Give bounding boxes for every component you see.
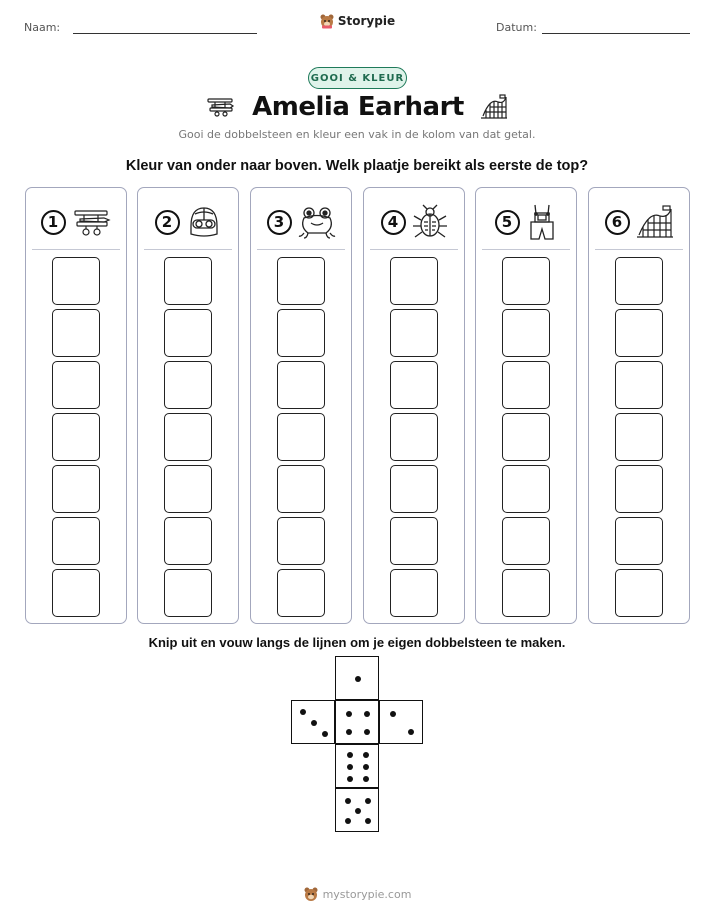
color-box[interactable] <box>277 465 325 513</box>
color-box[interactable] <box>390 413 438 461</box>
color-box[interactable] <box>277 569 325 617</box>
color-box[interactable] <box>277 361 325 409</box>
bear-mascot-icon <box>303 886 319 902</box>
die-pip <box>355 676 361 682</box>
page-title: Amelia Earhart <box>252 92 464 122</box>
roller-coaster-icon <box>480 94 508 120</box>
color-box[interactable] <box>52 257 100 305</box>
instruction-top: Kleur van onder naar boven. Welk plaatje bereikt als eerste de top? <box>125 158 589 174</box>
color-box[interactable] <box>502 309 550 357</box>
die-pip <box>390 711 396 717</box>
die-pip <box>346 729 352 735</box>
footer <box>0 886 714 902</box>
name-label: Naam: <box>24 21 61 34</box>
column-divider <box>144 249 232 250</box>
die-pip <box>345 798 351 804</box>
color-box[interactable] <box>502 569 550 617</box>
column-number: 3 <box>267 210 292 235</box>
column-divider <box>595 249 683 250</box>
color-box[interactable] <box>390 569 438 617</box>
bear-mascot-icon <box>319 13 335 29</box>
column-divider <box>482 249 570 250</box>
die-face-1 <box>335 656 379 700</box>
date-line <box>542 33 690 34</box>
color-box[interactable] <box>502 465 550 513</box>
color-box[interactable] <box>164 413 212 461</box>
column-6 <box>588 187 690 624</box>
color-box[interactable] <box>615 465 663 513</box>
die-pip <box>345 818 351 824</box>
column-header <box>364 198 464 246</box>
roller-coaster-icon <box>636 205 674 239</box>
subtitle: Gooi de dobbelsteen en kleur een vak in de kolom van dat getal. <box>178 128 536 141</box>
column-number: 4 <box>381 210 406 235</box>
die-pip <box>347 776 353 782</box>
color-box[interactable] <box>615 413 663 461</box>
column-header <box>251 198 351 246</box>
die-face-5 <box>335 788 379 832</box>
column-4 <box>363 187 465 624</box>
color-box[interactable] <box>502 257 550 305</box>
die-pip <box>363 752 369 758</box>
die-pip <box>364 729 370 735</box>
color-box[interactable] <box>164 569 212 617</box>
die-pip <box>347 752 353 758</box>
color-box[interactable] <box>615 517 663 565</box>
color-box[interactable] <box>502 361 550 409</box>
color-box[interactable] <box>615 361 663 409</box>
column-5 <box>475 187 577 624</box>
color-box[interactable] <box>277 413 325 461</box>
die-face-2 <box>379 700 423 744</box>
column-header <box>138 198 238 246</box>
die-pip <box>363 776 369 782</box>
die-pip <box>346 711 352 717</box>
color-box[interactable] <box>615 257 663 305</box>
die-face-4 <box>335 700 379 744</box>
die-pip <box>300 709 306 715</box>
color-box[interactable] <box>164 465 212 513</box>
color-box[interactable] <box>390 465 438 513</box>
die-pip <box>365 798 371 804</box>
biplane-icon <box>72 207 112 237</box>
die-face-3 <box>291 700 335 744</box>
color-box[interactable] <box>52 413 100 461</box>
biplane-icon <box>206 96 236 118</box>
beetle-icon <box>412 204 448 240</box>
color-box[interactable] <box>390 361 438 409</box>
overalls-icon <box>526 203 558 241</box>
color-box[interactable] <box>52 361 100 409</box>
die-pip <box>364 711 370 717</box>
column-number: 1 <box>41 210 66 235</box>
die-pip <box>365 818 371 824</box>
date-label: Datum: <box>496 21 537 34</box>
color-box[interactable] <box>52 309 100 357</box>
color-box[interactable] <box>615 309 663 357</box>
column-header <box>589 198 689 246</box>
color-box[interactable] <box>277 309 325 357</box>
frog-icon <box>298 205 336 239</box>
color-box[interactable] <box>164 309 212 357</box>
color-box[interactable] <box>164 257 212 305</box>
color-box[interactable] <box>390 257 438 305</box>
column-divider <box>370 249 458 250</box>
color-box[interactable] <box>277 517 325 565</box>
footer-url: mystorypie.com <box>322 887 412 901</box>
color-box[interactable] <box>502 413 550 461</box>
column-number: 2 <box>155 210 180 235</box>
color-box[interactable] <box>615 569 663 617</box>
column-divider <box>32 249 120 250</box>
die-pip <box>355 808 361 814</box>
aviator-helmet-icon <box>186 204 222 240</box>
color-box[interactable] <box>390 309 438 357</box>
color-box[interactable] <box>277 257 325 305</box>
die-pip <box>311 720 317 726</box>
color-box[interactable] <box>390 517 438 565</box>
column-header <box>26 198 126 246</box>
die-face-6 <box>335 744 379 788</box>
die-pip <box>363 764 369 770</box>
title-row <box>0 92 714 122</box>
instruction-bottom: Knip uit en vouw langs de lijnen om je eigen dobbelsteen te maken. <box>148 635 566 650</box>
color-box[interactable] <box>52 569 100 617</box>
brand-logo <box>0 13 714 29</box>
brand-name: Storypie <box>337 14 396 28</box>
die-pip <box>408 729 414 735</box>
column-header <box>476 198 576 246</box>
activity-badge: GOOI & KLEUR <box>308 67 407 89</box>
column-number: 5 <box>495 210 520 235</box>
color-box[interactable] <box>164 361 212 409</box>
die-pip <box>322 731 328 737</box>
die-pip <box>347 764 353 770</box>
column-number: 6 <box>605 210 630 235</box>
color-box[interactable] <box>502 517 550 565</box>
name-line <box>73 33 257 34</box>
column-2 <box>137 187 239 624</box>
color-box[interactable] <box>52 517 100 565</box>
color-box[interactable] <box>164 517 212 565</box>
column-3 <box>250 187 352 624</box>
color-box[interactable] <box>52 465 100 513</box>
column-divider <box>257 249 345 250</box>
column-1 <box>25 187 127 624</box>
